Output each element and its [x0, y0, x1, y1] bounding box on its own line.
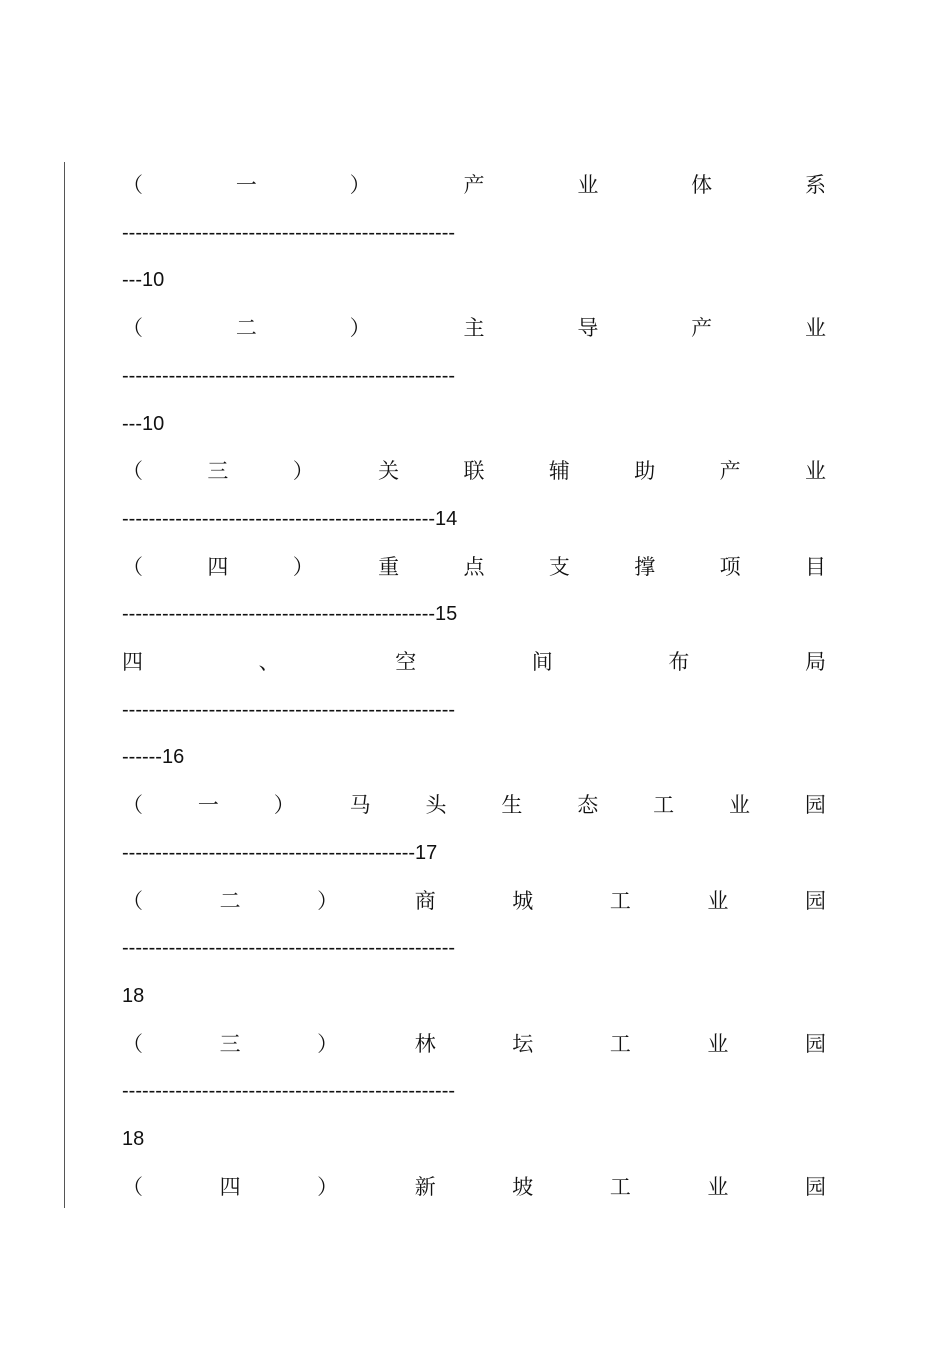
toc-heading: [122, 790, 826, 820]
toc-heading-char: 林: [414, 1031, 436, 1056]
toc-leader-dots: -----------------------------------------------15: [122, 603, 458, 626]
toc-heading-char: 业: [804, 316, 826, 341]
toc-heading: [122, 456, 826, 486]
toc-heading-char: ）: [349, 316, 371, 341]
toc-leader-dots: --------------------------------------------------: [122, 1080, 456, 1103]
toc-heading-char: 重: [378, 554, 400, 579]
toc-heading-char: 四: [122, 650, 143, 674]
toc-heading-char: 园: [804, 888, 826, 913]
toc-heading-char: 二: [235, 316, 257, 341]
toc-heading-char: 坡: [512, 1174, 534, 1199]
toc-heading-char: 工: [653, 793, 675, 818]
toc-heading-char: 工: [609, 1174, 631, 1199]
toc-heading-char: 主: [463, 316, 485, 341]
toc-heading-char: ）: [349, 173, 371, 197]
toc-heading-char: 城: [512, 888, 534, 913]
toc-page-number: 18: [122, 984, 145, 1007]
toc-page-number: ---10: [122, 412, 165, 435]
toc-heading-char: 四: [219, 1174, 241, 1199]
toc-heading-char: 产: [719, 459, 741, 484]
toc-heading-char: 体: [691, 173, 713, 197]
toc-leader-dots: --------------------------------------------------: [122, 937, 456, 960]
toc-heading-char: 导: [577, 316, 599, 341]
toc-heading-char: 撑: [634, 554, 656, 579]
toc-heading-char: 三: [219, 1031, 241, 1056]
toc-heading-char: 关: [378, 459, 400, 484]
toc-heading-char: 辅: [548, 459, 570, 484]
toc-leader-dots: --------------------------------------------------: [122, 698, 456, 721]
toc-heading-char: ）: [317, 888, 339, 913]
toc-heading: [122, 886, 826, 916]
toc-heading-char: 园: [804, 793, 826, 818]
toc-heading-char: 业: [707, 1174, 729, 1199]
toc-heading-char: 头: [425, 793, 447, 818]
toc-heading-char: 支: [548, 554, 570, 579]
toc-heading-char: （: [122, 554, 143, 579]
toc-heading-char: （: [122, 888, 143, 913]
toc-heading-char: 坛: [512, 1031, 534, 1056]
toc-heading-char: （: [122, 459, 143, 484]
toc-heading-char: （: [122, 793, 143, 818]
toc-page-number: ---10: [122, 269, 165, 292]
toc-heading-char: 态: [577, 793, 599, 818]
toc-heading-char: 目: [805, 554, 826, 579]
toc-heading-char: 、: [258, 650, 280, 674]
toc-heading-char: 联: [463, 459, 485, 484]
toc-leader-dots: -----------------------------------------------14: [122, 507, 458, 530]
toc-heading-char: 点: [463, 554, 485, 579]
toc-heading-char: 系: [804, 173, 826, 197]
toc-heading-char: 三: [207, 459, 229, 484]
toc-heading: [122, 313, 826, 343]
toc-heading-char: 新: [414, 1174, 436, 1199]
toc-heading-char: 业: [577, 173, 599, 197]
toc-heading: [122, 170, 826, 200]
toc-leader-dots: --------------------------------------------------: [122, 364, 456, 387]
toc-heading-char: 业: [729, 793, 750, 818]
toc-heading-char: （: [122, 1174, 143, 1199]
toc-heading-char: 产: [463, 173, 485, 197]
toc-heading-char: （: [122, 173, 143, 197]
toc-heading-char: （: [122, 1031, 143, 1056]
toc-heading-char: 局: [804, 650, 826, 674]
toc-heading-char: 间: [531, 650, 553, 674]
toc-heading-char: 一: [235, 173, 257, 197]
toc-heading-char: 二: [219, 888, 241, 913]
toc-heading-char: 一: [197, 793, 219, 818]
toc-heading-char: 四: [207, 554, 229, 579]
toc-heading-char: 产: [691, 316, 713, 341]
toc-leader-dots: --------------------------------------------17: [122, 841, 438, 864]
toc-heading-char: 项: [719, 554, 741, 579]
toc-heading-char: ）: [317, 1031, 339, 1056]
toc-heading-char: （: [122, 316, 143, 341]
toc-heading-char: ）: [292, 459, 314, 484]
toc-heading-char: 商: [414, 888, 436, 913]
toc-heading: [122, 1029, 826, 1059]
toc-heading-char: ）: [273, 793, 295, 818]
toc-page-number: 18: [122, 1128, 145, 1150]
toc-heading: [122, 552, 826, 582]
toc-leader-dots: --------------------------------------------------: [122, 221, 456, 244]
toc-page-number: ------16: [122, 746, 185, 769]
toc-heading-char: 业: [707, 1031, 729, 1056]
toc-heading-char: 生: [501, 793, 523, 818]
toc-heading-char: 业: [805, 459, 826, 484]
toc-heading-char: 空: [395, 650, 417, 674]
toc-heading-char: 园: [804, 1174, 826, 1199]
toc-heading-char: 布: [668, 650, 690, 674]
toc-heading: [122, 1172, 826, 1202]
toc-heading-char: 业: [707, 888, 729, 913]
toc-heading-char: ）: [292, 554, 314, 579]
toc-heading-char: 工: [609, 1031, 631, 1056]
toc-heading-char: 工: [609, 888, 631, 913]
toc-heading: [122, 647, 826, 677]
toc-heading-char: 助: [634, 459, 656, 484]
page-margin-rule: [64, 162, 65, 1208]
toc-heading-char: ）: [317, 1174, 339, 1199]
toc-heading-char: 马: [349, 793, 371, 818]
toc-heading-char: 园: [804, 1031, 826, 1056]
